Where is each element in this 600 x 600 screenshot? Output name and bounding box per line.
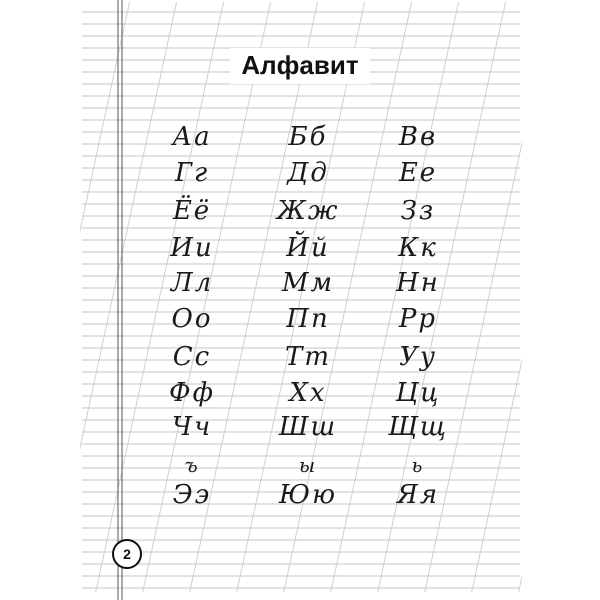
letter-pair: Сс <box>172 342 212 372</box>
letter-pair: Ии <box>170 233 214 263</box>
letter-pair: Гг <box>174 158 210 188</box>
letter-pair: Ээ <box>172 480 212 510</box>
letter-pair: Аа <box>172 122 212 152</box>
letter-pair: ъ <box>184 453 200 477</box>
letter-pair: ы <box>298 453 318 477</box>
letter-pair: Мм <box>281 268 335 298</box>
letter-pair: Вв <box>398 122 438 152</box>
letter-pair: Чч <box>171 412 213 442</box>
letter-pair: Тт <box>285 342 331 372</box>
letter-pair: Лл <box>170 268 214 298</box>
letter-pair: Юю <box>279 480 337 510</box>
letter-pair: Бб <box>288 122 328 152</box>
letter-pair: Цц <box>395 378 441 408</box>
letter-pair: Ее <box>398 158 438 188</box>
letter-pair: Зз <box>400 196 436 226</box>
letter-pair: Йй <box>286 233 330 263</box>
page-title: Алфавит <box>241 50 359 80</box>
letter-pair: Яя <box>396 480 440 510</box>
letter-pair: ь <box>411 453 425 477</box>
letter-pair: Ёё <box>172 196 212 226</box>
letter-pair: Пп <box>286 304 330 334</box>
page-number-badge <box>112 539 142 569</box>
letter-pair: Фф <box>169 378 215 408</box>
letter-pair: Рр <box>398 304 438 334</box>
page-number: 2 <box>123 546 131 562</box>
letter-pair: Уу <box>399 342 437 372</box>
letter-pair: Нн <box>396 268 440 298</box>
letter-pair: Жж <box>276 196 340 226</box>
letter-pair: Шш <box>278 412 338 442</box>
letter-pair: Хх <box>289 378 327 408</box>
letter-pair: Дд <box>287 158 329 188</box>
letter-pair: Кк <box>398 233 438 263</box>
letter-pair: Щщ <box>388 412 448 442</box>
letter-pair: Оо <box>171 304 213 334</box>
